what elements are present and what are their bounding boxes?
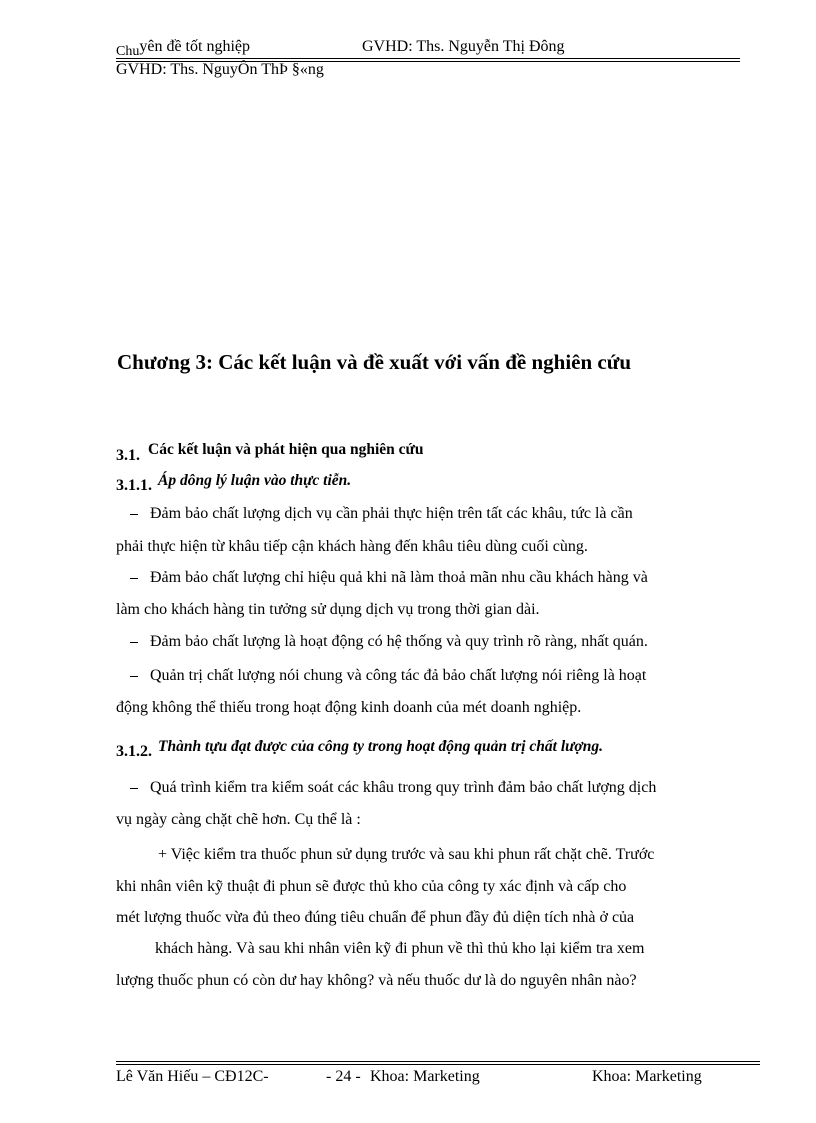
- paragraph-text: + Việc kiểm tra thuốc phun sử dụng trước và sau khi phun rất chặt chẽ. Trước: [158, 846, 655, 863]
- bullet-line: [130, 667, 646, 685]
- footer-rule-bottom: [116, 1064, 760, 1065]
- footer-page-number: - 24 -: [326, 1068, 361, 1085]
- header-left: [116, 38, 250, 59]
- header-rule-top: [116, 58, 740, 59]
- paragraph-text: phải thực hiện từ khâu tiếp cận khách hàng đến khâu tiêu dùng cuối cùng.: [116, 538, 588, 555]
- section-3-1-1-heading: [116, 472, 352, 494]
- chapter-title: Chương 3: Các kết luận và đề xuất với vấn đề nghiên cứu: [117, 350, 632, 374]
- paragraph-text: động không thể thiếu trong hoạt động kinh doanh của mét doanh nghiệp.: [116, 699, 582, 716]
- bullet-line: [130, 779, 656, 797]
- subsection-number: 3.1.1.: [116, 477, 152, 494]
- subsection-title: Áp dông lý luận vào thực tiễn.: [158, 472, 352, 489]
- paragraph-text: Quản trị chất lượng nói chung và công tác đả bảo chất lượng nói riêng là hoạt: [150, 667, 647, 684]
- footer-rule-top: [116, 1061, 760, 1062]
- dash-bullet: [130, 676, 138, 677]
- header-garbled: GVHD: Ths. NguyÔn ThÞ §«ng: [116, 61, 324, 78]
- dash-bullet: [130, 788, 138, 789]
- subsection-number: 3.1.2.: [116, 743, 152, 760]
- footer-faculty-right: Khoa: Marketing: [592, 1068, 702, 1085]
- header-left-text: yên đề tốt nghiệp: [139, 38, 250, 55]
- bullet-line: [130, 569, 648, 587]
- paragraph-text: khi nhân viên kỹ thuật đi phun sẽ được thủ kho của công ty xác định và cấp cho: [116, 878, 627, 895]
- bullet-line: [130, 633, 648, 651]
- paragraph-text: khách hàng. Và sau khi nhân viên kỹ đi phun về thì thủ kho lại kiểm tra xem: [155, 940, 645, 957]
- paragraph-text: Quá trình kiểm tra kiểm soát các khâu trong quy trình đảm bảo chất lượng dịch: [150, 779, 657, 796]
- section-number: 3.1.: [116, 447, 140, 464]
- header-right: GVHD: Ths. Nguyễn Thị Đông: [362, 38, 565, 55]
- footer-faculty: Khoa: Marketing: [370, 1068, 480, 1085]
- paragraph-text: Đảm bảo chất lượng là hoạt động có hệ thống và quy trình rõ ràng, nhất quán.: [150, 633, 648, 650]
- paragraph-text: lượng thuốc phun có còn dư hay không? và nếu thuốc dư là do nguyên nhân nào?: [116, 972, 637, 989]
- paragraph-text: vụ ngày càng chặt chẽ hơn. Cụ thể là :: [116, 811, 361, 828]
- header-left-small: Chu: [116, 44, 140, 59]
- section-title: Các kết luận và phát hiện qua nghiên cứu: [148, 441, 424, 458]
- dash-bullet: [130, 578, 138, 579]
- section-3-1-2-heading: [116, 738, 603, 760]
- section-3-1-heading: [116, 441, 424, 464]
- subsection-title: Thành tựu đạt được của công ty trong hoạt động quản trị chất lượng.: [158, 738, 603, 755]
- bullet-line: [130, 505, 633, 523]
- paragraph-text: Đảm bảo chất lượng chỉ hiệu quả khi nã làm thoả mãn nhu cầu khách hàng và: [150, 569, 648, 586]
- dash-bullet: [130, 642, 138, 643]
- dash-bullet: [130, 514, 138, 515]
- paragraph-text: Đảm bảo chất lượng dịch vụ cần phải thực hiện trên tất các khâu, tức là cần: [150, 505, 633, 522]
- paragraph-text: làm cho khách hàng tin tưởng sử dụng dịch vụ trong thời gian dài.: [116, 601, 540, 618]
- footer-author: Lê Văn Hiếu – CĐ12C-: [116, 1068, 269, 1085]
- paragraph-text: mét lượng thuốc vừa đủ theo đúng tiêu chuẩn để phun đầy đủ diện tích nhà ở của: [116, 909, 635, 926]
